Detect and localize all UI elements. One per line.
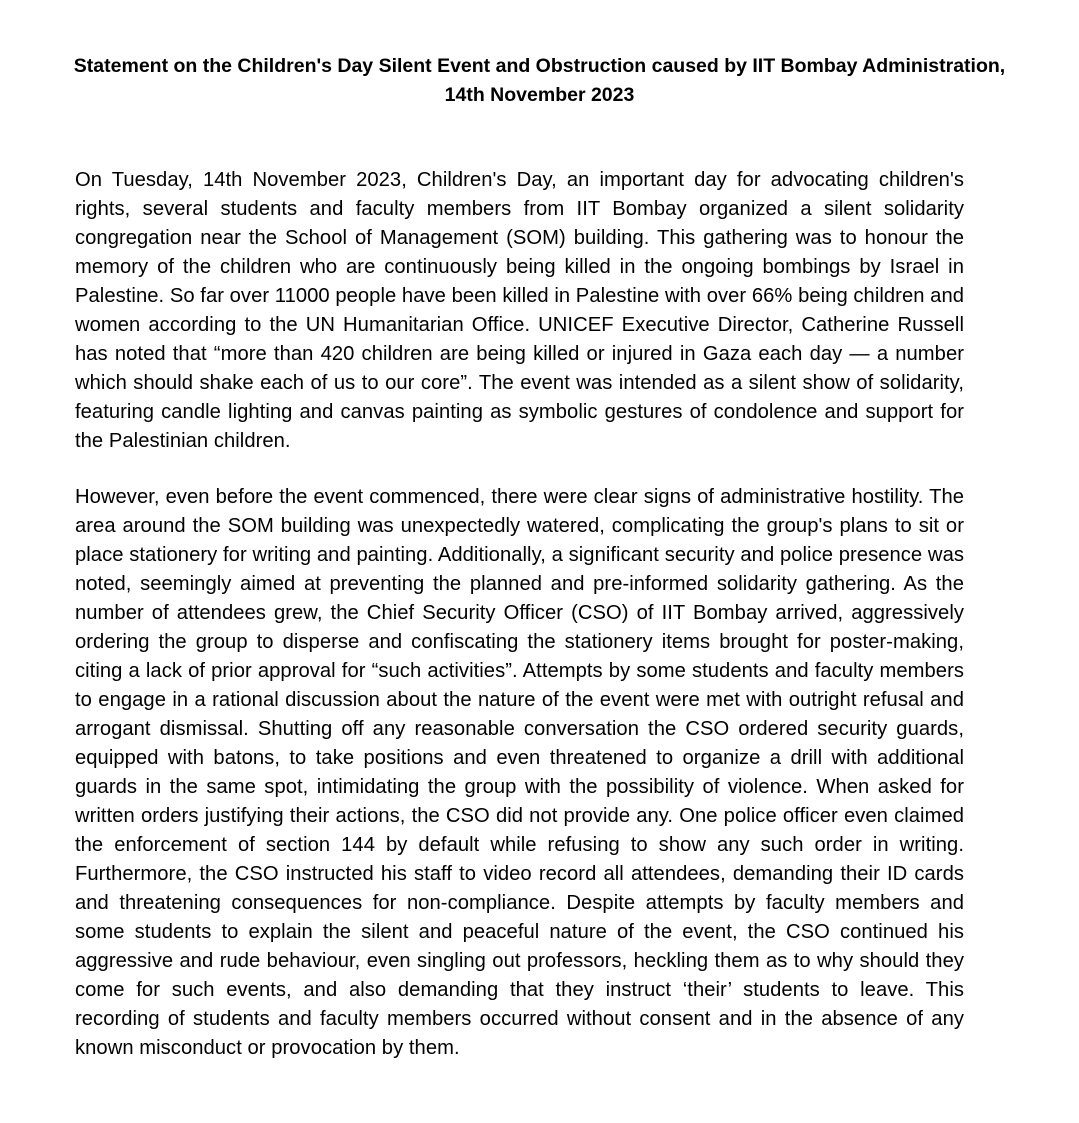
paragraph-administrative-obstruction: However, even before the event commenced, there were clear signs of administrative hostility. The area around the SOM building was unexpectedly watered, complicating the group's plans to sit or place stationery for writing and painting. Additionally, a significant security and police presence was noted, seemingly aimed at preventing the planned and pre-informed solidarity gathering. As the number of attendees grew, the Chief Security Officer (CSO) of IIT Bombay arrived, aggressively ordering the group to disperse and confiscating the stationery items brought for poster-making, citing a lack of prior approval for “such activities”. Attempts by some students and faculty members to engage in a rational discussion about the nature of the event were met with outright refusal and arrogant dismissal. Shutting off any reasonable conversation the CSO ordered security guards, equipped with batons, to take positions and even threatened to organize a drill with additional guards in the same spot, intimidating the group with the possibility of violence. When asked for written orders justifying their actions, the CSO did not provide any. One police officer even claimed the enforcement of section 144 by default while refusing to show any such order in writing. Furthermore, the CSO instructed his staff to video record all attendees, demanding their ID cards and threatening consequences for non-compliance. Despite attempts by faculty members and some students to explain the silent and peaceful nature of the event, the CSO continued his aggressive and rude behaviour, even singling out professors, heckling them as to why should they come for such events, and also demanding that they instruct ‘their’ students to leave. This recording of students and faculty members occurred without consent and in the absence of any known misconduct or provocation by them.: [75, 486, 964, 1059]
paragraph-event-description: On Tuesday, 14th November 2023, Children's Day, an important day for advocating children's rights, several students and faculty members from IIT Bombay organized a silent solidarity congregation near the School of Management (SOM) building. This gathering was to honour the memory of the children who are continuously being killed in the ongoing bombings by Israel in Palestine. So far over 11000 people have been killed in Palestine with over 66% being children and women according to the UN Humanitarian Office. UNICEF Executive Director, Catherine Russell has noted that “more than 420 children are being killed or injured in Gaza each day — a number which should shake each of us to our core”. The event was intended as a silent show of solidarity, featuring candle lighting and canvas painting as symbolic gestures of condolence and support for the Palestinian children.: [75, 169, 964, 452]
document-title: Statement on the Children's Day Silent Event and Obstruction caused by IIT Bombay Administration, 14th November 2023: [73, 55, 1006, 106]
